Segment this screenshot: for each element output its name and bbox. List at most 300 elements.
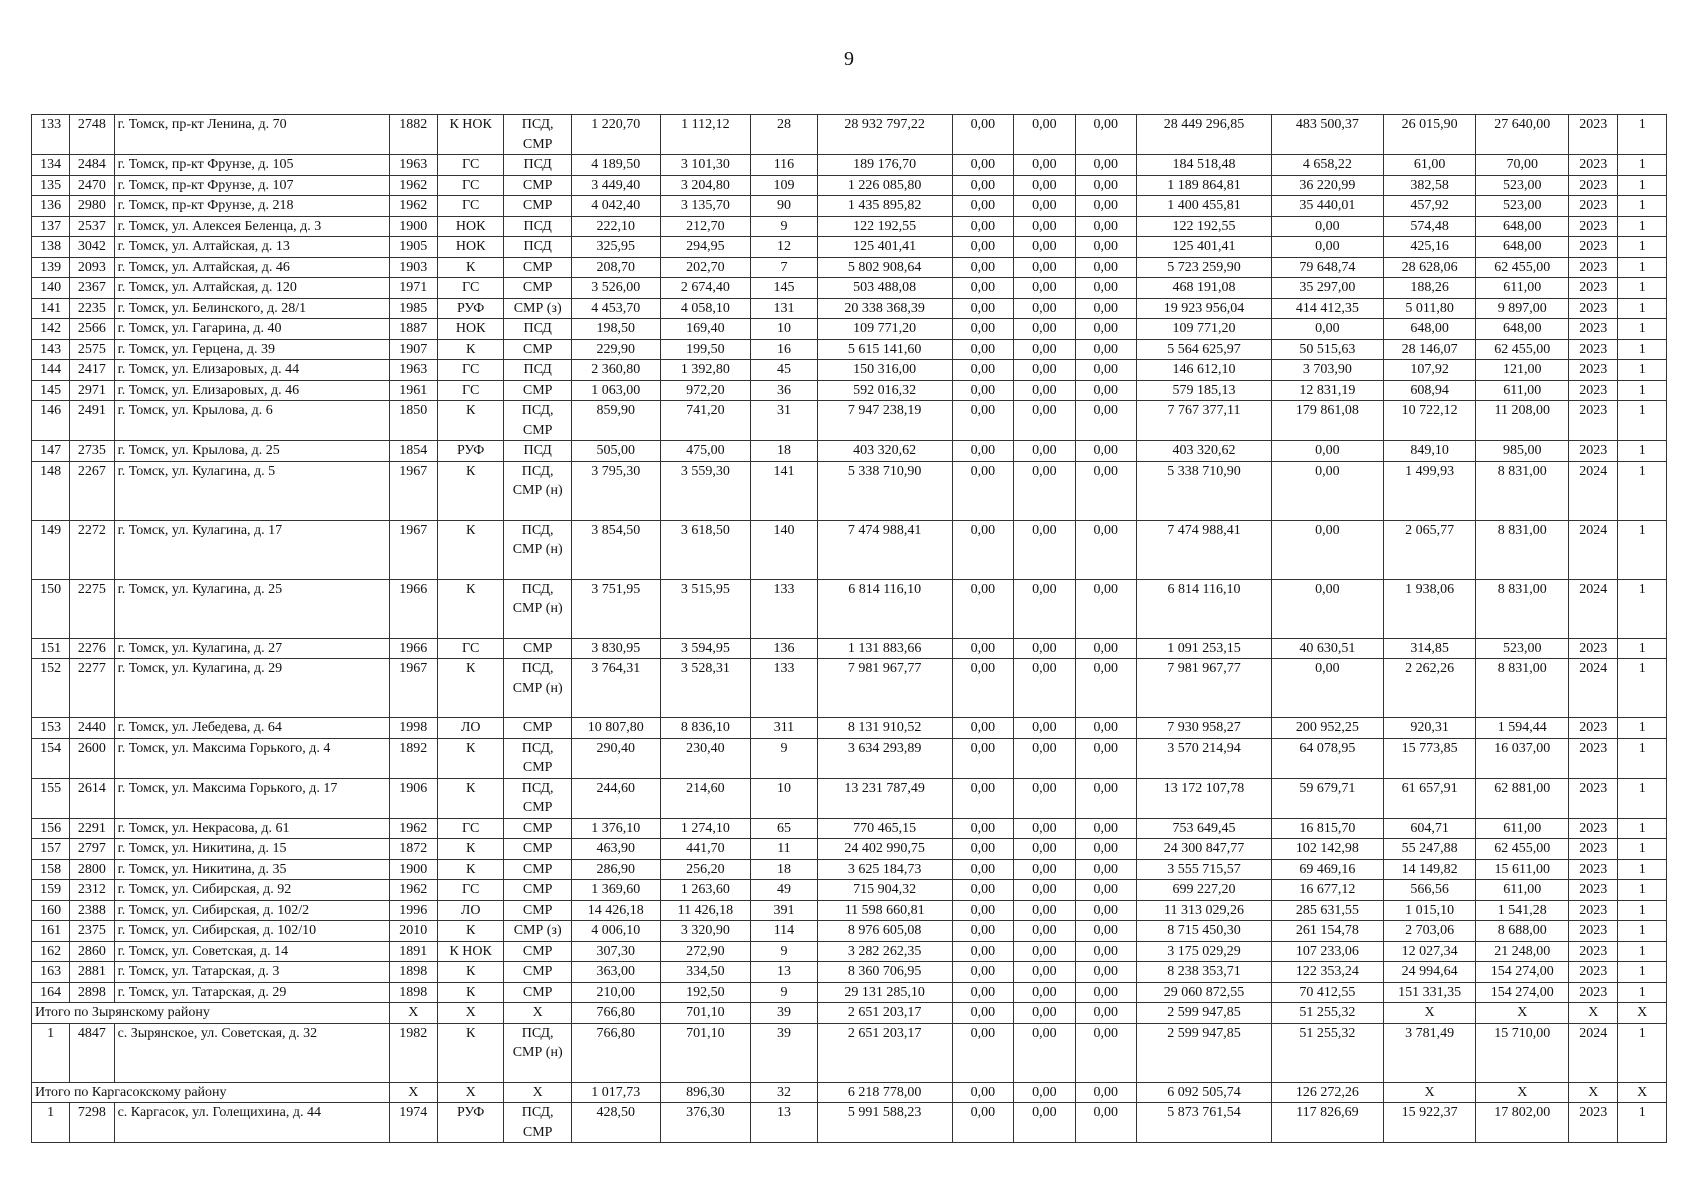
- table-cell: 0,00: [1075, 380, 1136, 401]
- table-cell: 1850: [389, 401, 437, 441]
- table-cell: 0,00: [952, 1023, 1013, 1082]
- table-cell: ГС: [437, 278, 503, 299]
- table-cell: 51 255,32: [1271, 1003, 1383, 1024]
- table-cell: 3 555 715,57: [1136, 859, 1271, 880]
- table-cell: 1962: [389, 196, 437, 217]
- table-row: [32, 839, 1667, 860]
- table-cell: 79 648,74: [1271, 257, 1383, 278]
- table-cell: 2023: [1569, 237, 1618, 258]
- table-cell: ПСД, СМР: [504, 115, 571, 155]
- table-cell: 2023: [1569, 339, 1618, 360]
- table-cell: 2023: [1569, 638, 1618, 659]
- table-cell: 39: [751, 1023, 817, 1082]
- table-cell: 2 599 947,85: [1136, 1003, 1271, 1024]
- table-cell: 11 426,18: [660, 900, 751, 921]
- table-cell: 3 320,90: [660, 921, 751, 942]
- table-cell: 1 017,73: [571, 1082, 660, 1103]
- table-cell: 1: [1618, 278, 1667, 299]
- table-cell: 126 272,26: [1271, 1082, 1383, 1103]
- table-cell: 2024: [1569, 1023, 1618, 1082]
- table-cell: 12 831,19: [1271, 380, 1383, 401]
- table-row: [32, 319, 1667, 340]
- table-cell: 28 146,07: [1383, 339, 1476, 360]
- table-cell: 70,00: [1476, 155, 1569, 176]
- table-cell: 0,00: [1075, 1103, 1136, 1143]
- table-cell: 611,00: [1476, 380, 1569, 401]
- table-cell: 0,00: [1075, 982, 1136, 1003]
- table-cell: 1907: [389, 339, 437, 360]
- table-cell: г. Томск, ул. Никитина, д. 15: [114, 839, 389, 860]
- table-cell: 0,00: [1271, 237, 1383, 258]
- table-cell: 505,00: [571, 441, 660, 462]
- table-cell: 1891: [389, 941, 437, 962]
- table-cell: 9: [751, 216, 817, 237]
- table-cell: К: [437, 859, 503, 880]
- table-cell: г. Томск, ул. Алтайская, д. 120: [114, 278, 389, 299]
- table-cell: 523,00: [1476, 196, 1569, 217]
- table-cell: 1: [1618, 257, 1667, 278]
- table-cell: СМР: [504, 278, 571, 299]
- table-cell: 151: [32, 638, 70, 659]
- table-cell: 1: [32, 1023, 70, 1082]
- table-cell: 0,00: [952, 900, 1013, 921]
- table-cell: СМР: [504, 982, 571, 1003]
- table-cell: 117 826,69: [1271, 1103, 1383, 1143]
- table-cell: 2023: [1569, 718, 1618, 739]
- table-cell: 7 767 377,11: [1136, 401, 1271, 441]
- table-cell: 10: [751, 319, 817, 340]
- table-cell: 212,70: [660, 216, 751, 237]
- table-cell: 849,10: [1383, 441, 1476, 462]
- table-cell: 4 453,70: [571, 298, 660, 319]
- table-cell: ПСД: [504, 441, 571, 462]
- table-cell: 1: [1618, 115, 1667, 155]
- table-cell: 122 192,55: [1136, 216, 1271, 237]
- table-cell: СМР: [504, 962, 571, 983]
- table-cell: 0,00: [1014, 921, 1075, 942]
- table-cell: г. Томск, ул. Некрасова, д. 61: [114, 818, 389, 839]
- table-cell: 0,00: [1014, 818, 1075, 839]
- table-cell: 2023: [1569, 278, 1618, 299]
- table-cell: 0,00: [1014, 941, 1075, 962]
- table-cell: К: [437, 921, 503, 942]
- table-cell: 2023: [1569, 216, 1618, 237]
- table-cell: г. Томск, ул. Татарская, д. 3: [114, 962, 389, 983]
- table-cell: ЛО: [437, 718, 503, 739]
- table-cell: 0,00: [1014, 360, 1075, 381]
- table-cell: 0,00: [952, 659, 1013, 718]
- table-cell: 1: [1618, 638, 1667, 659]
- table-cell: ПСД, СМР (н): [504, 520, 571, 579]
- table-cell: К НОК: [437, 941, 503, 962]
- table-cell: 2235: [70, 298, 114, 319]
- table-cell: ПСД, СМР (н): [504, 461, 571, 520]
- table-cell: 230,40: [660, 738, 751, 778]
- table-cell: 0,00: [1075, 880, 1136, 901]
- table-cell: 0,00: [952, 155, 1013, 176]
- subtotal-row: [32, 1003, 1667, 1024]
- table-cell: г. Томск, ул. Алексея Беленца, д. 3: [114, 216, 389, 237]
- table-cell: 3 101,30: [660, 155, 751, 176]
- table-cell: 28 932 797,22: [817, 115, 952, 155]
- table-cell: 261 154,78: [1271, 921, 1383, 942]
- table-cell: К: [437, 962, 503, 983]
- table-cell: К: [437, 1023, 503, 1082]
- table-row: [32, 659, 1667, 718]
- table-cell: 5 615 141,60: [817, 339, 952, 360]
- table-cell: Х: [389, 1082, 437, 1103]
- table-row: [32, 196, 1667, 217]
- table-cell: 0,00: [952, 921, 1013, 942]
- table-cell: 286,90: [571, 859, 660, 880]
- table-cell: 468 191,08: [1136, 278, 1271, 299]
- table-cell: 27 640,00: [1476, 115, 1569, 155]
- table-row: [32, 921, 1667, 942]
- table-cell: 0,00: [952, 339, 1013, 360]
- table-cell: 8 831,00: [1476, 461, 1569, 520]
- table-row: [32, 638, 1667, 659]
- table-cell: 13 231 787,49: [817, 778, 952, 818]
- table-cell: 1900: [389, 859, 437, 880]
- table-cell: г. Томск, ул. Елизаровых, д. 46: [114, 380, 389, 401]
- table-cell: НОК: [437, 237, 503, 258]
- table-cell: НОК: [437, 216, 503, 237]
- table-cell: 1962: [389, 880, 437, 901]
- table-cell: 0,00: [1014, 196, 1075, 217]
- table-cell: 137: [32, 216, 70, 237]
- table-cell: ПСД, СМР: [504, 738, 571, 778]
- table-cell: 0,00: [1075, 579, 1136, 638]
- table-cell: 0,00: [952, 839, 1013, 860]
- table-cell: 3 449,40: [571, 175, 660, 196]
- table-cell: 32: [751, 1082, 817, 1103]
- table-cell: 0,00: [952, 579, 1013, 638]
- table-cell: ПСД, СМР: [504, 1103, 571, 1143]
- table-row: [32, 278, 1667, 299]
- table-cell: 701,10: [660, 1023, 751, 1082]
- table-cell: 244,60: [571, 778, 660, 818]
- table-row: [32, 880, 1667, 901]
- table-cell: 2470: [70, 175, 114, 196]
- table-cell: 1: [1618, 778, 1667, 818]
- table-cell: г. Томск, ул. Советская, д. 14: [114, 941, 389, 962]
- table-cell: 136: [32, 196, 70, 217]
- table-row: [32, 441, 1667, 462]
- table-cell: 1 376,10: [571, 818, 660, 839]
- table-cell: 1887: [389, 319, 437, 340]
- table-cell: 2800: [70, 859, 114, 880]
- table-cell: 6 218 778,00: [817, 1082, 952, 1103]
- table-cell: 574,48: [1383, 216, 1476, 237]
- table-cell: 0,00: [952, 216, 1013, 237]
- table-cell: 1: [1618, 839, 1667, 860]
- table-cell: 0,00: [952, 738, 1013, 778]
- table-cell: 648,00: [1476, 319, 1569, 340]
- table-cell: РУФ: [437, 298, 503, 319]
- table-row: [32, 298, 1667, 319]
- table-row: [32, 900, 1667, 921]
- table-cell: 0,00: [1014, 1082, 1075, 1103]
- table-cell: 3 135,70: [660, 196, 751, 217]
- subtotal-label: Итого по Каргасокскому району: [32, 1082, 390, 1103]
- table-cell: 1: [1618, 900, 1667, 921]
- table-cell: 2537: [70, 216, 114, 237]
- table-cell: 1903: [389, 257, 437, 278]
- table-cell: Х: [1569, 1003, 1618, 1024]
- table-cell: 15 773,85: [1383, 738, 1476, 778]
- table-cell: г. Томск, ул. Крылова, д. 6: [114, 401, 389, 441]
- table-cell: 363,00: [571, 962, 660, 983]
- table-row: [32, 155, 1667, 176]
- table-cell: 51 255,32: [1271, 1023, 1383, 1082]
- table-cell: г. Томск, ул. Белинского, д. 28/1: [114, 298, 389, 319]
- table-cell: 741,20: [660, 401, 751, 441]
- table-row: [32, 778, 1667, 818]
- table-cell: 2980: [70, 196, 114, 217]
- table-cell: 0,00: [1075, 941, 1136, 962]
- table-cell: г. Томск, ул. Сибирская, д. 102/2: [114, 900, 389, 921]
- table-cell: 325,95: [571, 237, 660, 258]
- table-cell: 0,00: [1075, 659, 1136, 718]
- table-cell: 8 831,00: [1476, 579, 1569, 638]
- table-cell: 5 338 710,90: [1136, 461, 1271, 520]
- table-cell: 3 204,80: [660, 175, 751, 196]
- table-cell: 116: [751, 155, 817, 176]
- table-cell: 12 027,34: [1383, 941, 1476, 962]
- table-row: [32, 1023, 1667, 1082]
- table-cell: 753 649,45: [1136, 818, 1271, 839]
- table-cell: 0,00: [1075, 900, 1136, 921]
- table-cell: 0,00: [1014, 520, 1075, 579]
- table-cell: 766,80: [571, 1003, 660, 1024]
- table-cell: 3 618,50: [660, 520, 751, 579]
- table-cell: СМР: [504, 339, 571, 360]
- table-cell: 1967: [389, 461, 437, 520]
- table-cell: 109: [751, 175, 817, 196]
- table-cell: 2023: [1569, 175, 1618, 196]
- table-cell: 2 262,26: [1383, 659, 1476, 718]
- table-cell: Х: [1383, 1082, 1476, 1103]
- table-cell: 90: [751, 196, 817, 217]
- table-cell: 1 938,06: [1383, 579, 1476, 638]
- table-cell: 701,10: [660, 1003, 751, 1024]
- table-cell: 202,70: [660, 257, 751, 278]
- table-cell: 1: [1618, 818, 1667, 839]
- table-cell: ПСД: [504, 155, 571, 176]
- table-cell: 26 015,90: [1383, 115, 1476, 155]
- table-cell: 0,00: [1075, 962, 1136, 983]
- table-cell: 985,00: [1476, 441, 1569, 462]
- table-cell: 2 065,77: [1383, 520, 1476, 579]
- table-cell: 256,20: [660, 859, 751, 880]
- table-cell: г. Томск, пр-кт Фрунзе, д. 218: [114, 196, 389, 217]
- table-cell: 457,92: [1383, 196, 1476, 217]
- table-cell: 0,00: [1014, 778, 1075, 818]
- table-cell: 0,00: [1075, 520, 1136, 579]
- table-cell: 145: [32, 380, 70, 401]
- table-cell: 133: [32, 115, 70, 155]
- table-cell: 147: [32, 441, 70, 462]
- table-cell: 11 208,00: [1476, 401, 1569, 441]
- table-cell: СМР: [504, 380, 571, 401]
- table-cell: г. Томск, ул. Алтайская, д. 46: [114, 257, 389, 278]
- table-cell: 8 715 450,30: [1136, 921, 1271, 942]
- table-cell: 145: [751, 278, 817, 299]
- table-cell: 2023: [1569, 401, 1618, 441]
- table-cell: 2023: [1569, 298, 1618, 319]
- table-cell: 3 703,90: [1271, 360, 1383, 381]
- table-cell: 0,00: [1075, 278, 1136, 299]
- table-cell: Х: [1569, 1082, 1618, 1103]
- table-cell: 0,00: [952, 778, 1013, 818]
- table-cell: 0,00: [1014, 859, 1075, 880]
- table-cell: 0,00: [1075, 1082, 1136, 1103]
- table-cell: 1 594,44: [1476, 718, 1569, 739]
- table-cell: 0,00: [952, 278, 1013, 299]
- table-cell: 648,00: [1476, 216, 1569, 237]
- table-cell: 503 488,08: [817, 278, 952, 299]
- table-cell: 2367: [70, 278, 114, 299]
- table-cell: 1: [1618, 380, 1667, 401]
- table-cell: 1900: [389, 216, 437, 237]
- table-cell: Х: [504, 1082, 571, 1103]
- table-cell: К: [437, 257, 503, 278]
- table-cell: 62 881,00: [1476, 778, 1569, 818]
- table-cell: 0,00: [1014, 237, 1075, 258]
- table-cell: г. Томск, ул. Максима Горького, д. 17: [114, 778, 389, 818]
- table-cell: 152: [32, 659, 70, 718]
- table-cell: 5 011,80: [1383, 298, 1476, 319]
- table-row: [32, 175, 1667, 196]
- table-row: [32, 115, 1667, 155]
- table-cell: 61,00: [1383, 155, 1476, 176]
- table-cell: 1967: [389, 659, 437, 718]
- table-cell: 18: [751, 859, 817, 880]
- table-cell: К: [437, 461, 503, 520]
- table-cell: 0,00: [1014, 380, 1075, 401]
- table-cell: 11 313 029,26: [1136, 900, 1271, 921]
- table-cell: 15 611,00: [1476, 859, 1569, 880]
- table-cell: 1 499,93: [1383, 461, 1476, 520]
- table-cell: г. Томск, ул. Никитина, д. 35: [114, 859, 389, 880]
- table-cell: 0,00: [952, 520, 1013, 579]
- table-cell: 9: [751, 982, 817, 1003]
- table-row: [32, 1103, 1667, 1143]
- table-row: [32, 216, 1667, 237]
- table-cell: 1: [1618, 360, 1667, 381]
- table-cell: 2023: [1569, 319, 1618, 340]
- table-cell: 9: [751, 941, 817, 962]
- table-cell: 0,00: [1075, 401, 1136, 441]
- subtotal-row: [32, 1082, 1667, 1103]
- table-cell: 4847: [70, 1023, 114, 1082]
- table-cell: ПСД, СМР: [504, 401, 571, 441]
- table-cell: СМР: [504, 880, 571, 901]
- table-cell: 157: [32, 839, 70, 860]
- table-cell: К: [437, 839, 503, 860]
- table-cell: 154 274,00: [1476, 962, 1569, 983]
- table-cell: 0,00: [1014, 839, 1075, 860]
- table-cell: 2375: [70, 921, 114, 942]
- table-cell: 140: [32, 278, 70, 299]
- table-cell: 2023: [1569, 738, 1618, 778]
- table-cell: 1: [1618, 880, 1667, 901]
- table-cell: г. Томск, ул. Максима Горького, д. 4: [114, 738, 389, 778]
- table-cell: 0,00: [1014, 339, 1075, 360]
- table-cell: 0,00: [1075, 216, 1136, 237]
- table-cell: 0,00: [1075, 319, 1136, 340]
- table-cell: г. Томск, ул. Елизаровых, д. 44: [114, 360, 389, 381]
- table-cell: ПСД: [504, 216, 571, 237]
- table-cell: ГС: [437, 196, 503, 217]
- table-cell: 6 814 116,10: [1136, 579, 1271, 638]
- table-cell: 608,94: [1383, 380, 1476, 401]
- table-cell: 2267: [70, 461, 114, 520]
- table-cell: 3 795,30: [571, 461, 660, 520]
- table-cell: 40 630,51: [1271, 638, 1383, 659]
- table-cell: 1974: [389, 1103, 437, 1143]
- table-row: [32, 401, 1667, 441]
- table-cell: г. Томск, ул. Кулагина, д. 27: [114, 638, 389, 659]
- table-cell: 1: [1618, 738, 1667, 778]
- table-cell: Х: [1618, 1003, 1667, 1024]
- table-cell: 188,26: [1383, 278, 1476, 299]
- table-cell: 1 392,80: [660, 360, 751, 381]
- table-cell: 0,00: [952, 441, 1013, 462]
- table-cell: 2484: [70, 155, 114, 176]
- table-cell: 35 297,00: [1271, 278, 1383, 299]
- table-cell: 1: [1618, 401, 1667, 441]
- table-cell: г. Томск, ул. Гагарина, д. 40: [114, 319, 389, 340]
- table-cell: 158: [32, 859, 70, 880]
- table-cell: 2 360,80: [571, 360, 660, 381]
- table-cell: 1 091 253,15: [1136, 638, 1271, 659]
- table-cell: 4 042,40: [571, 196, 660, 217]
- table-cell: 161: [32, 921, 70, 942]
- table-cell: 0,00: [1075, 859, 1136, 880]
- table-cell: 114: [751, 921, 817, 942]
- table-cell: 2023: [1569, 921, 1618, 942]
- table-cell: 16 815,70: [1271, 818, 1383, 839]
- table-cell: 3 751,95: [571, 579, 660, 638]
- table-cell: 1: [1618, 461, 1667, 520]
- table-cell: 2023: [1569, 900, 1618, 921]
- table-cell: 1898: [389, 962, 437, 983]
- table-cell: 2024: [1569, 579, 1618, 638]
- table-cell: 163: [32, 962, 70, 983]
- table-cell: К: [437, 579, 503, 638]
- table-cell: 1: [32, 1103, 70, 1143]
- table-cell: 0,00: [1271, 659, 1383, 718]
- table-cell: 154 274,00: [1476, 982, 1569, 1003]
- table-cell: 199,50: [660, 339, 751, 360]
- table-cell: 5 338 710,90: [817, 461, 952, 520]
- table-cell: г. Томск, ул. Кулагина, д. 29: [114, 659, 389, 718]
- table-cell: 0,00: [1014, 982, 1075, 1003]
- table-cell: СМР (з): [504, 298, 571, 319]
- table-cell: 0,00: [952, 319, 1013, 340]
- table-cell: 382,58: [1383, 175, 1476, 196]
- table-cell: 0,00: [952, 859, 1013, 880]
- table-cell: 12: [751, 237, 817, 258]
- table-cell: 0,00: [1075, 339, 1136, 360]
- table-cell: 45: [751, 360, 817, 381]
- table-cell: 141: [751, 461, 817, 520]
- table-cell: 1898: [389, 982, 437, 1003]
- table-cell: 0,00: [952, 1082, 1013, 1103]
- table-cell: К НОК: [437, 115, 503, 155]
- table-cell: 1: [1618, 298, 1667, 319]
